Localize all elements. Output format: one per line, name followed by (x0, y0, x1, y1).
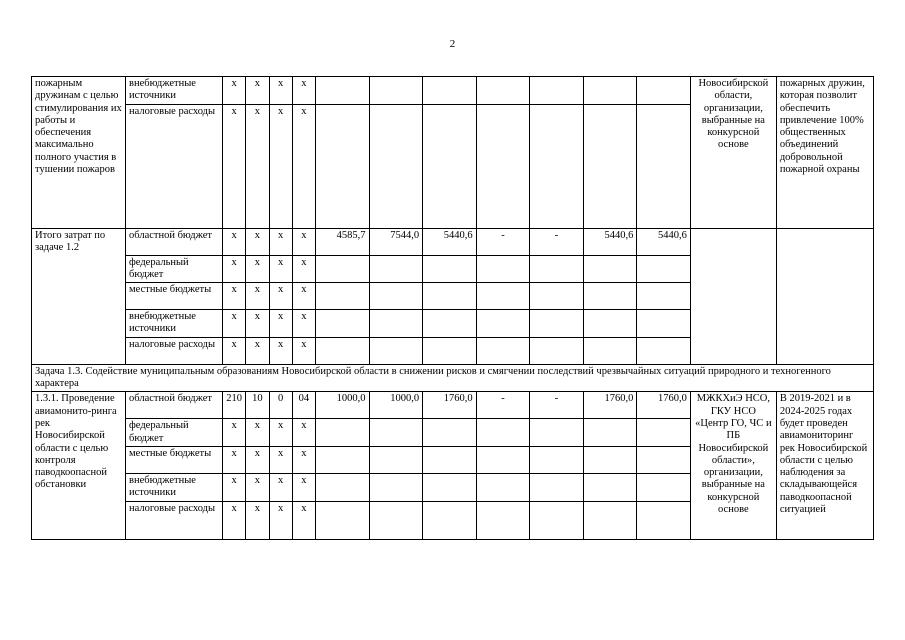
funding-source: федеральный бюджет (126, 419, 223, 447)
code-cell: х (269, 255, 292, 283)
measure-name: 1.3.1. Проведение авиамонито-ринга рек Новосибирской области с целью контроля паводкоопасной обстановки (32, 392, 126, 539)
result-cell: пожарных дружин, которая позволит обеспечить привлечение 100% общественных объединений добровольной пожарной охраны (776, 77, 873, 229)
code-cell: 10 (246, 392, 269, 419)
code-cell: х (269, 473, 292, 501)
funding-source: областной бюджет (126, 228, 223, 255)
value-cell: 1760,0 (637, 392, 691, 419)
value-cell: - (530, 228, 584, 255)
table-row (32, 228, 874, 255)
code-cell: 04 (292, 392, 315, 419)
funding-source: налоговые расходы (126, 337, 223, 364)
code-cell: х (246, 310, 269, 338)
executor-cell: Новосибирской области, организации, выбранные на конкурсной основе (690, 77, 776, 229)
funding-source: областной бюджет (126, 392, 223, 419)
code-cell: х (223, 473, 246, 501)
funding-source: внебюджетные источники (126, 310, 223, 338)
code-cell: х (269, 337, 292, 364)
code-cell: х (292, 255, 315, 283)
code-cell: х (223, 283, 246, 310)
code-cell: х (292, 501, 315, 539)
code-cell: х (223, 337, 246, 364)
code-cell: х (246, 228, 269, 255)
value-cell: 1000,0 (315, 392, 369, 419)
code-cell: х (269, 228, 292, 255)
code-cell: х (269, 419, 292, 447)
code-cell: х (246, 255, 269, 283)
result-cell: В 2019-2021 и в 2024-2025 годах будет проведен авиамониторинг рек Новосибирской области с целью наблюдения за складывающейся паводкоопасной ситуацией (776, 392, 873, 539)
code-cell: х (246, 446, 269, 473)
code-cell: х (269, 77, 292, 105)
funding-source: налоговые расходы (126, 104, 223, 228)
funding-source: федеральный бюджет (126, 255, 223, 283)
code-cell: х (246, 419, 269, 447)
code-cell: х (292, 473, 315, 501)
value-cell: - (530, 392, 584, 419)
funding-source: налоговые расходы (126, 501, 223, 539)
code-cell: х (269, 310, 292, 338)
code-cell: х (246, 501, 269, 539)
code-cell: 210 (223, 392, 246, 419)
funding-source: местные бюджеты (126, 446, 223, 473)
value-cell: 1760,0 (423, 392, 477, 419)
code-cell: х (292, 310, 315, 338)
code-cell: х (246, 77, 269, 105)
executor-cell: МЖКХиЭ НСО, ГКУ НСО «Центр ГО, ЧС и ПБ Новосибирской области», организации, выбранные на конкурсной основе (690, 392, 776, 539)
code-cell: х (292, 283, 315, 310)
code-cell: 0 (269, 392, 292, 419)
table-row (32, 77, 874, 105)
code-cell: х (223, 310, 246, 338)
value-cell: 5440,6 (637, 228, 691, 255)
code-cell: х (292, 337, 315, 364)
funding-source: внебюджетные источники (126, 473, 223, 501)
funding-source: внебюджетные источники (126, 77, 223, 105)
value-cell: - (476, 228, 530, 255)
code-cell: х (292, 419, 315, 447)
code-cell: х (269, 446, 292, 473)
code-cell: х (292, 104, 315, 228)
code-cell: х (269, 104, 292, 228)
measure-name: пожарным дружинам с целью стимулирования их работы и обеспечения максимально полного участия в тушении пожаров (32, 77, 126, 229)
code-cell: х (246, 104, 269, 228)
value-cell: 5440,6 (583, 228, 637, 255)
code-cell: х (223, 446, 246, 473)
funding-source: местные бюджеты (126, 283, 223, 310)
value-cell: - (476, 392, 530, 419)
task-heading: Задача 1.3. Содействие муниципальным образованиям Новосибирской области в снижении рисков и смягчении последствий чрезвычайных ситуаций природного и техногенного характера (32, 364, 874, 392)
code-cell: х (223, 419, 246, 447)
value-cell: 5440,6 (423, 228, 477, 255)
code-cell: х (246, 337, 269, 364)
code-cell: х (246, 283, 269, 310)
code-cell: х (223, 77, 246, 105)
value-cell: 1760,0 (583, 392, 637, 419)
code-cell: х (246, 473, 269, 501)
value-cell: 7544,0 (369, 228, 423, 255)
program-table (31, 76, 874, 540)
code-cell: х (269, 283, 292, 310)
value-cell: 4585,7 (315, 228, 369, 255)
code-cell: х (292, 228, 315, 255)
table-row (32, 364, 874, 392)
total-name: Итого затрат по задаче 1.2 (32, 228, 126, 364)
table-row (32, 392, 874, 419)
code-cell: х (223, 255, 246, 283)
code-cell: х (269, 501, 292, 539)
value-cell: 1000,0 (369, 392, 423, 419)
code-cell: х (223, 501, 246, 539)
code-cell: х (223, 228, 246, 255)
page-number: 2 (449, 38, 456, 50)
code-cell: х (292, 77, 315, 105)
code-cell: х (292, 446, 315, 473)
code-cell: х (223, 104, 246, 228)
